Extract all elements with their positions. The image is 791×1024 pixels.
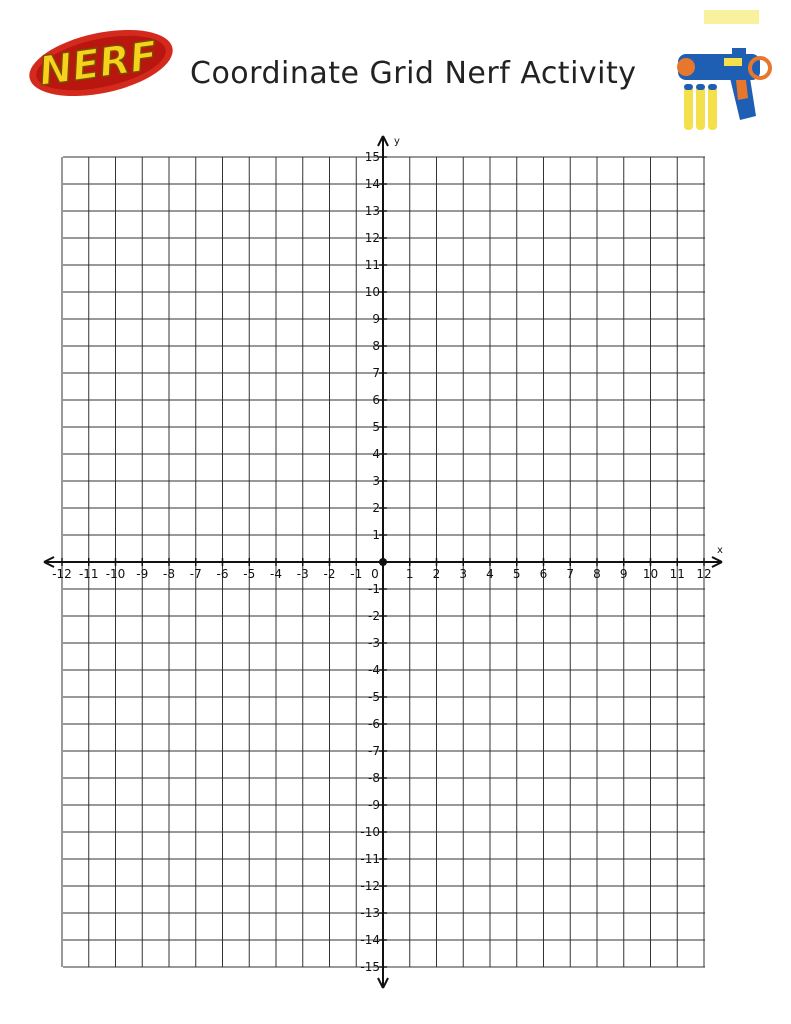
y-tick-label: 14 <box>364 177 380 191</box>
x-tick-label: 7 <box>566 567 575 581</box>
y-tick-label: 9 <box>372 312 380 326</box>
y-tick-label: 15 <box>364 150 380 164</box>
x-tick-label: 11 <box>669 567 685 581</box>
y-tick-label: 11 <box>364 258 380 272</box>
x-tick-label: -9 <box>136 567 149 581</box>
x-tick-label: -4 <box>270 567 282 581</box>
y-tick-label: -2 <box>368 609 380 623</box>
y-tick-label: -1 <box>368 582 380 596</box>
x-tick-label: 5 <box>512 567 521 581</box>
x-tick-label: -5 <box>243 567 256 581</box>
y-tick-label: -15 <box>360 960 380 974</box>
y-tick-label: 8 <box>372 339 380 353</box>
x-tick-label: -10 <box>105 567 126 581</box>
x-tick-label: -8 <box>163 567 175 581</box>
x-tick-label: -3 <box>296 567 309 581</box>
x-tick-label: -11 <box>78 567 99 581</box>
y-tick-label: -9 <box>368 798 380 812</box>
y-tick-label: -14 <box>360 933 380 947</box>
x-tick-label: 9 <box>619 567 628 581</box>
logo-text: NERF <box>36 33 161 96</box>
page-title: Coordinate Grid Nerf Activity <box>190 56 637 91</box>
y-tick-label: 13 <box>364 204 380 218</box>
y-tick-label: -10 <box>360 825 380 839</box>
x-tick-label: 8 <box>593 567 601 581</box>
x-tick-label: 12 <box>696 567 712 581</box>
y-tick-label: -3 <box>368 636 380 650</box>
x-axis-label: x <box>717 545 723 556</box>
x-tick-label: -7 <box>189 567 202 581</box>
x-tick-label: 4 <box>486 567 494 581</box>
y-tick-label: -12 <box>360 879 380 893</box>
y-tick-label: -13 <box>360 906 380 920</box>
y-tick-label: -4 <box>368 663 380 677</box>
y-tick-label: -8 <box>368 771 380 785</box>
y-tick-label: 2 <box>372 501 380 515</box>
x-tick-label: -2 <box>323 567 336 581</box>
y-tick-label: 12 <box>364 231 380 245</box>
y-tick-label: 7 <box>372 366 380 380</box>
y-tick-label: 6 <box>372 393 380 407</box>
x-tick-label: 1 <box>405 567 414 581</box>
y-tick-label: 10 <box>364 285 380 299</box>
y-tick-label: 4 <box>372 447 380 461</box>
x-tick-label: -12 <box>52 567 72 581</box>
y-tick-label: 5 <box>372 420 380 434</box>
x-tick-label: 0 <box>371 567 379 581</box>
x-tick-label: 6 <box>539 567 548 581</box>
x-tick-label: 3 <box>459 567 468 581</box>
x-tick-label: 10 <box>642 567 659 581</box>
y-tick-label: 3 <box>372 474 380 488</box>
y-tick-label: -11 <box>360 852 380 866</box>
y-tick-label: 1 <box>372 528 380 542</box>
y-axis-label: y <box>394 136 400 147</box>
y-tick-label: -5 <box>368 690 380 704</box>
x-tick-label: -1 <box>350 567 363 581</box>
x-tick-label: 2 <box>432 567 441 581</box>
y-tick-label: -6 <box>368 717 380 731</box>
x-tick-label: -6 <box>216 567 229 581</box>
y-tick-label: -7 <box>368 744 380 758</box>
